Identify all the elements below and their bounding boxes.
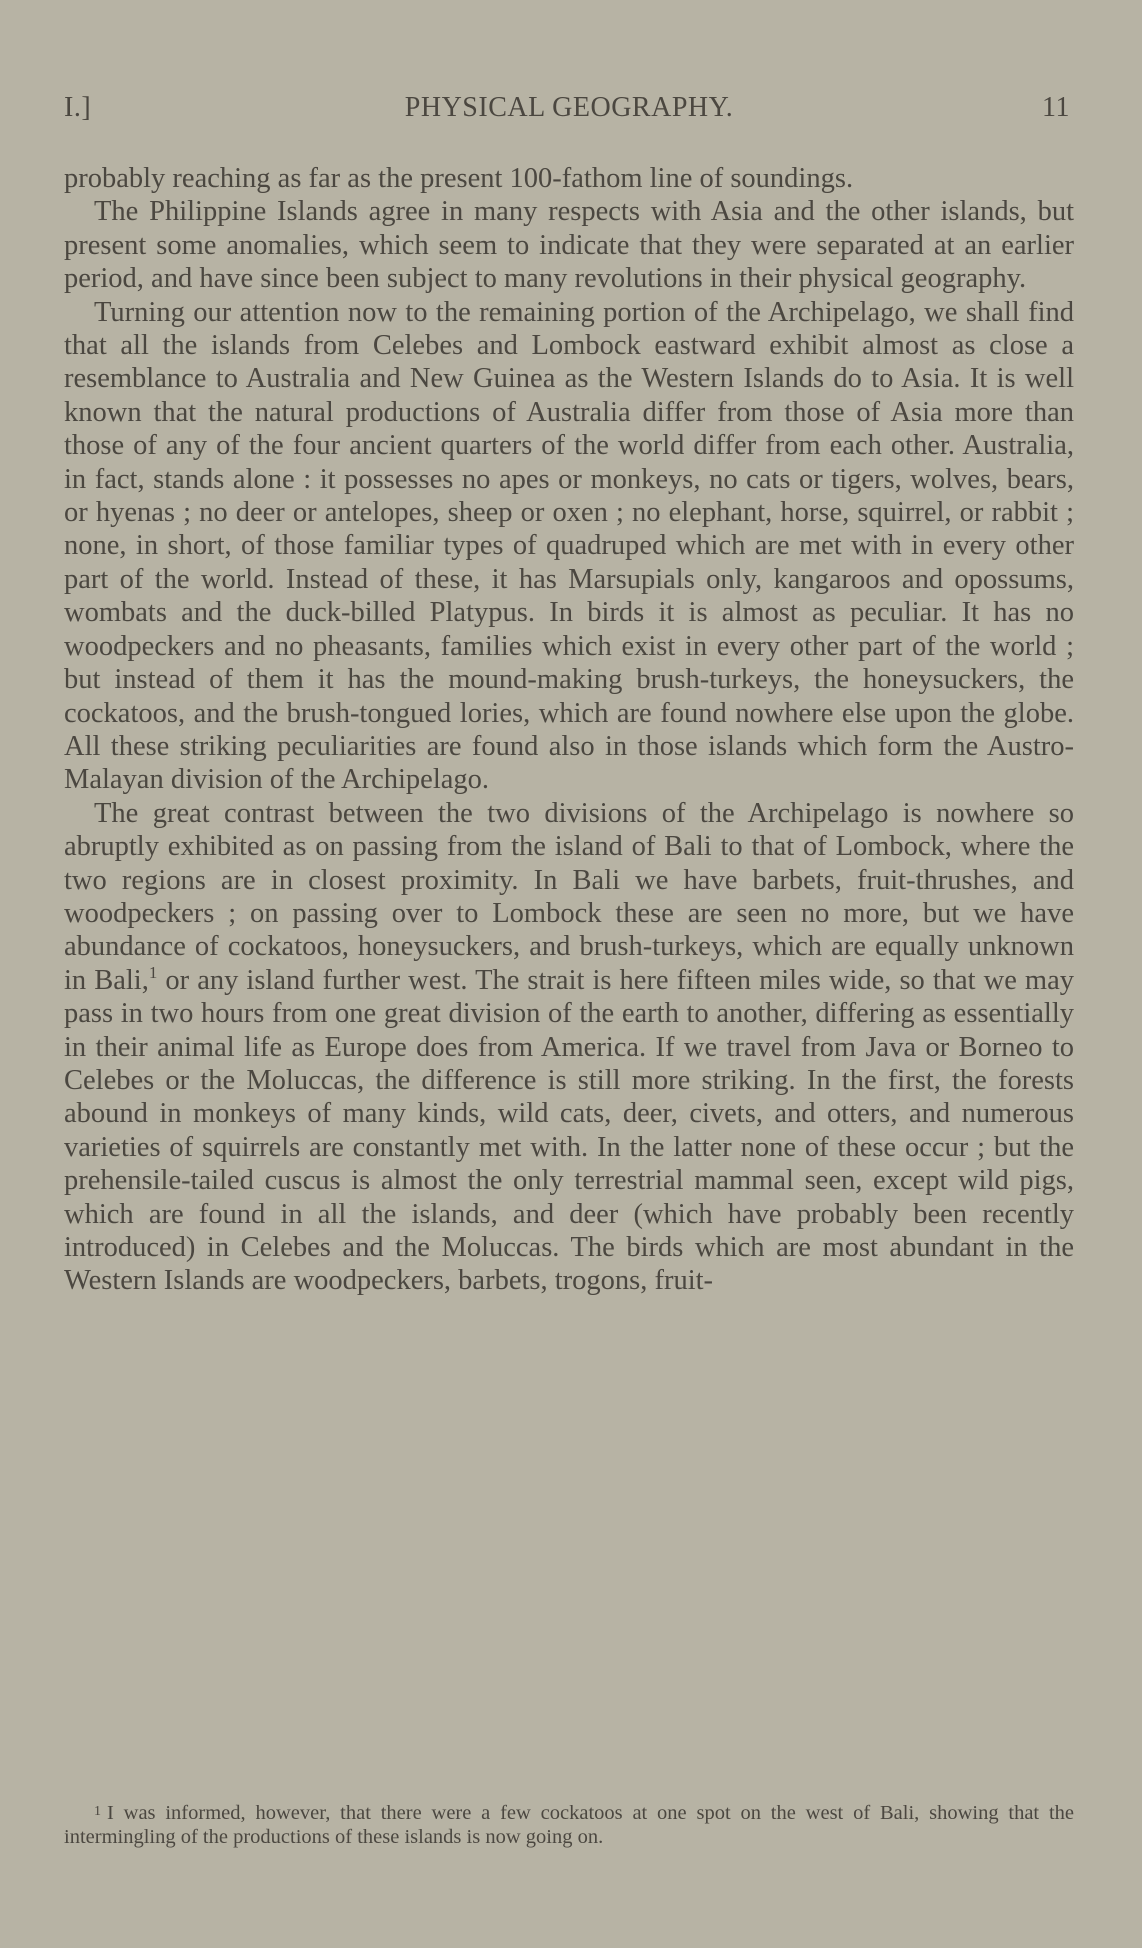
running-title: PHYSICAL GEOGRAPHY. [404,92,734,123]
footnote-reference[interactable]: 1 [148,962,158,982]
paragraph-philippines: The Philippine Islands agree in many respects with Asia and the other islands, but present some anomalies, which seem to indicate that they were separated at an earlier period, and have since been subject to many revolutions in their physical geography. [64,196,1074,295]
footnote-mark: 1 [94,1804,101,1819]
footnote [64,1800,1074,1849]
paragraph-text-after-note: or any island further west. The strait is here fifteen miles wide, so that we may pass in two hours from one great division of the earth to another, differing as essentially in their animal life as Europe does from America. If we travel from Java or Borneo to Celebes or the Moluccas, the difference is still more striking. In the first, the forests abound in monkeys of many kinds, wild cats, deer, civets, and otters, and numerous varieties of squirrels are constantly met with. In the latter none of these occur ; but the prehensile-tailed cuscus is almost the only terrestrial mammal seen, except wild pigs, which are found in all the islands, and deer (which have probably been recently introduced) in Celebes and the Moluccas. The birds which are most abundant in the Western Islands are woodpeckers, barbets, trogons, fruit- [64,964,1075,1297]
running-header [64,86,1074,130]
page-number: 11 [1042,92,1070,123]
footnote-paragraph [64,1800,1074,1849]
paragraph-continuation: probably reaching as far as the present 100-fathom line of soundings. [64,163,854,194]
chapter-number: I.] [64,92,92,123]
paragraph-australia: Turning our attention now to the remaining portion of the Archipelago, we shall find that all the islands from Celebes and Lombock eastward exhibit almost as close a resemblance to Australia and New Guinea as the Western Islands do to Asia. It is well known that the natural productions of Australia differ from those of Asia more than those of any of the four ancient quarters of the world differ from each other. Australia, in fact, stands alone : it possesses no apes or monkeys, no cats or tigers, wolves, bears, or hyenas ; no deer or antelopes, sheep or oxen ; no elephant, horse, squirrel, or rabbit ; none, in short, of those familiar types of quadruped which are met with in every other part of the world. Instead of these, it has Marsupials only, kangaroos and opossums, wombats and the duck-billed Platypus. In birds it is almost as peculiar. It has no woodpeckers and no pheasants, families which exist in every other part of the world ; but instead of them it has the mound-making brush-turkeys, the honeysuckers, the cockatoos, and the brush-tongued lories, which are found nowhere else upon the globe. All these striking peculiarities are found also in those islands which form the Austro-Malayan division of the Archipelago. [64,296,1074,796]
footnote-text: I was informed, however, that there were a few cockatoos at one spot on the west of Bali, showing that the intermingling of the productions of these islands is now going on. [64,1802,1074,1848]
paragraph-bali-lombock [64,797,1074,1298]
paragraph-text-before-note: The great contrast between the two divisions of the Archipelago is nowhere so abruptly exhibited as on passing from the island of Bali to that of Lombock, where the two regions are in closest proximity. In Bali we have barbets, fruit-thrushes, and woodpeckers ; on passing over to Lombock these are seen no more, but we have abundance of cockatoos, honeysuckers, and brush-turkeys, which are equally unknown in Bali, [64,797,1074,996]
main-text [64,162,1074,1298]
